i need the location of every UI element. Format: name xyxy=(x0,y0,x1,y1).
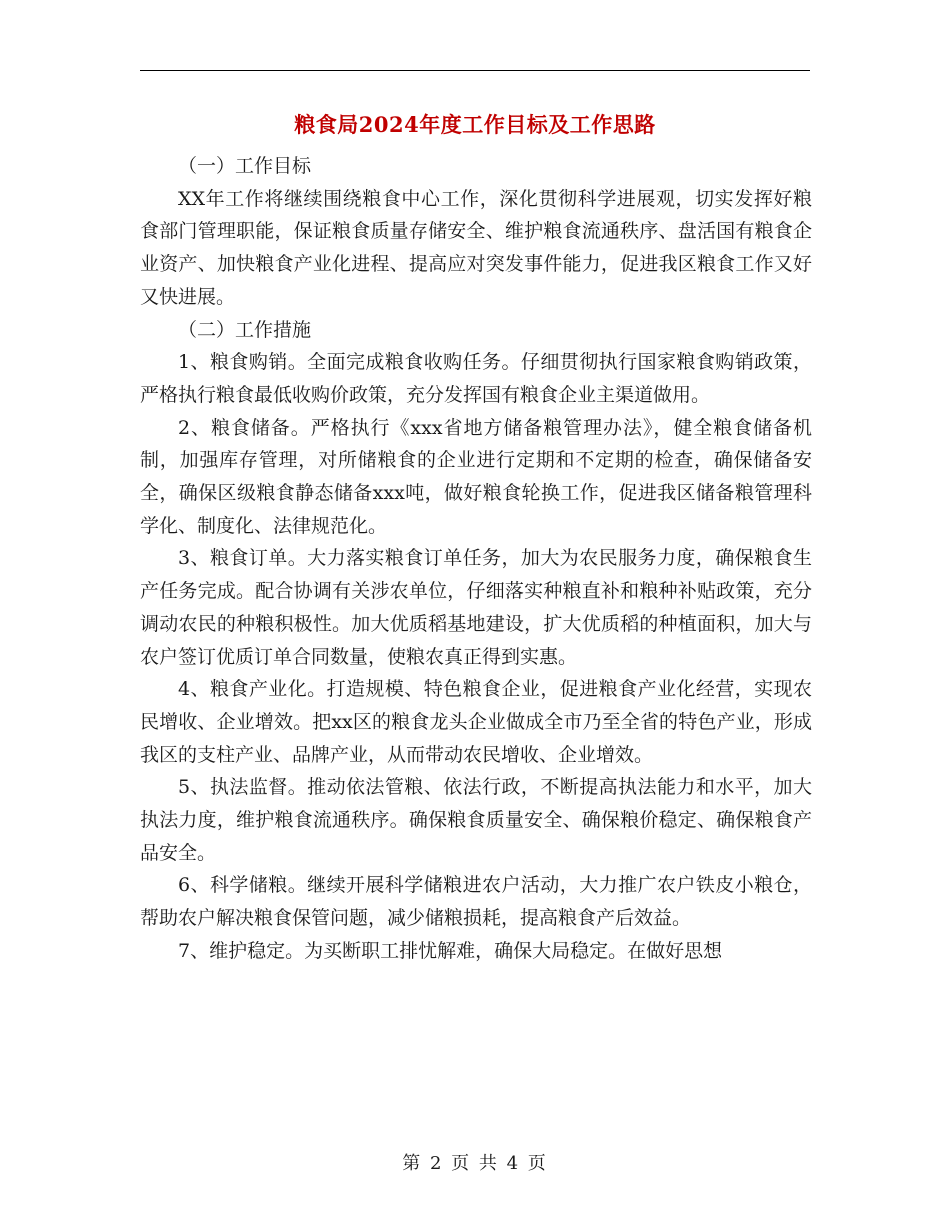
document-title: 粮食局2024年度工作目标及工作思路 xyxy=(294,112,656,137)
paragraph-goals: XX年工作将继续围绕粮食中心工作，深化贯彻科学进展观，切实发挥好粮食部门管理职能，保证粮食质量存储安全、维护粮食流通秩序、盘活国有粮食企业资产、加快粮食产业化进程、提高应对突发事件能力，促进我区粮食工作又好又快进展。 xyxy=(140,187,812,308)
section-heading-measures: （二）工作措施 xyxy=(178,318,312,341)
document-body xyxy=(140,150,812,968)
paragraph-measure-4: 4、粮食产业化。打造规模、特色粮食企业，促进粮食产业化经营，实现农民增收、企业增效。把xx区的粮食龙头企业做成全市乃至全省的特色产业，形成我区的支柱产业、品牌产业，从而带动农民增收、企业增效。 xyxy=(140,678,812,766)
paragraph-measure-2: 2、粮食储备。严格执行《xxx省地方储备粮管理办法》，健全粮食储备机制，加强库存管理，对所储粮食的企业进行定期和不定期的检查，确保储备安全，确保区级粮食静态储备xxx吨，做好粮食轮换工作，促进我区储备粮管理科学化、制度化、法律规范化。 xyxy=(140,416,812,537)
paragraph-measure-6: 6、科学储粮。继续开展科学储粮进农户活动，大力推广农户铁皮小粮仓，帮助农户解决粮食保管问题，减少储粮损耗，提高粮食产后效益。 xyxy=(140,874,812,930)
paragraph-measure-1: 1、粮食购销。全面完成粮食收购任务。仔细贯彻执行国家粮食购销政策，严格执行粮食最低收购价政策，充分发挥国有粮食企业主渠道做用。 xyxy=(140,351,812,406)
page-number-footer: 第 2 页 共 4 页 xyxy=(402,1153,548,1174)
section-heading-goals: （一）工作目标 xyxy=(178,155,312,177)
paragraph-measure-5: 5、执法监督。推动依法管粮、依法行政，不断提高执法能力和水平，加大执法力度，维护粮食流通秩序。确保粮食质量安全、确保粮价稳定、确保粮食产品安全。 xyxy=(140,776,812,864)
header-rule xyxy=(140,70,810,71)
paragraph-measure-3: 3、粮食订单。大力落实粮食订单任务，加大为农民服务力度，确保粮食生产任务完成。配合协调有关涉农单位，仔细落实种粮直补和粮种补贴政策，充分调动农民的种粮积极性。加大优质稻基地建设，扩大优质稻的种植面积，加大与农户签订优质订单合同数量，使粮农真正得到实惠。 xyxy=(140,547,812,668)
paragraph-measure-7: 7、维护稳定。为买断职工排忧解难，确保大局稳定。在做好思想 xyxy=(178,939,723,962)
